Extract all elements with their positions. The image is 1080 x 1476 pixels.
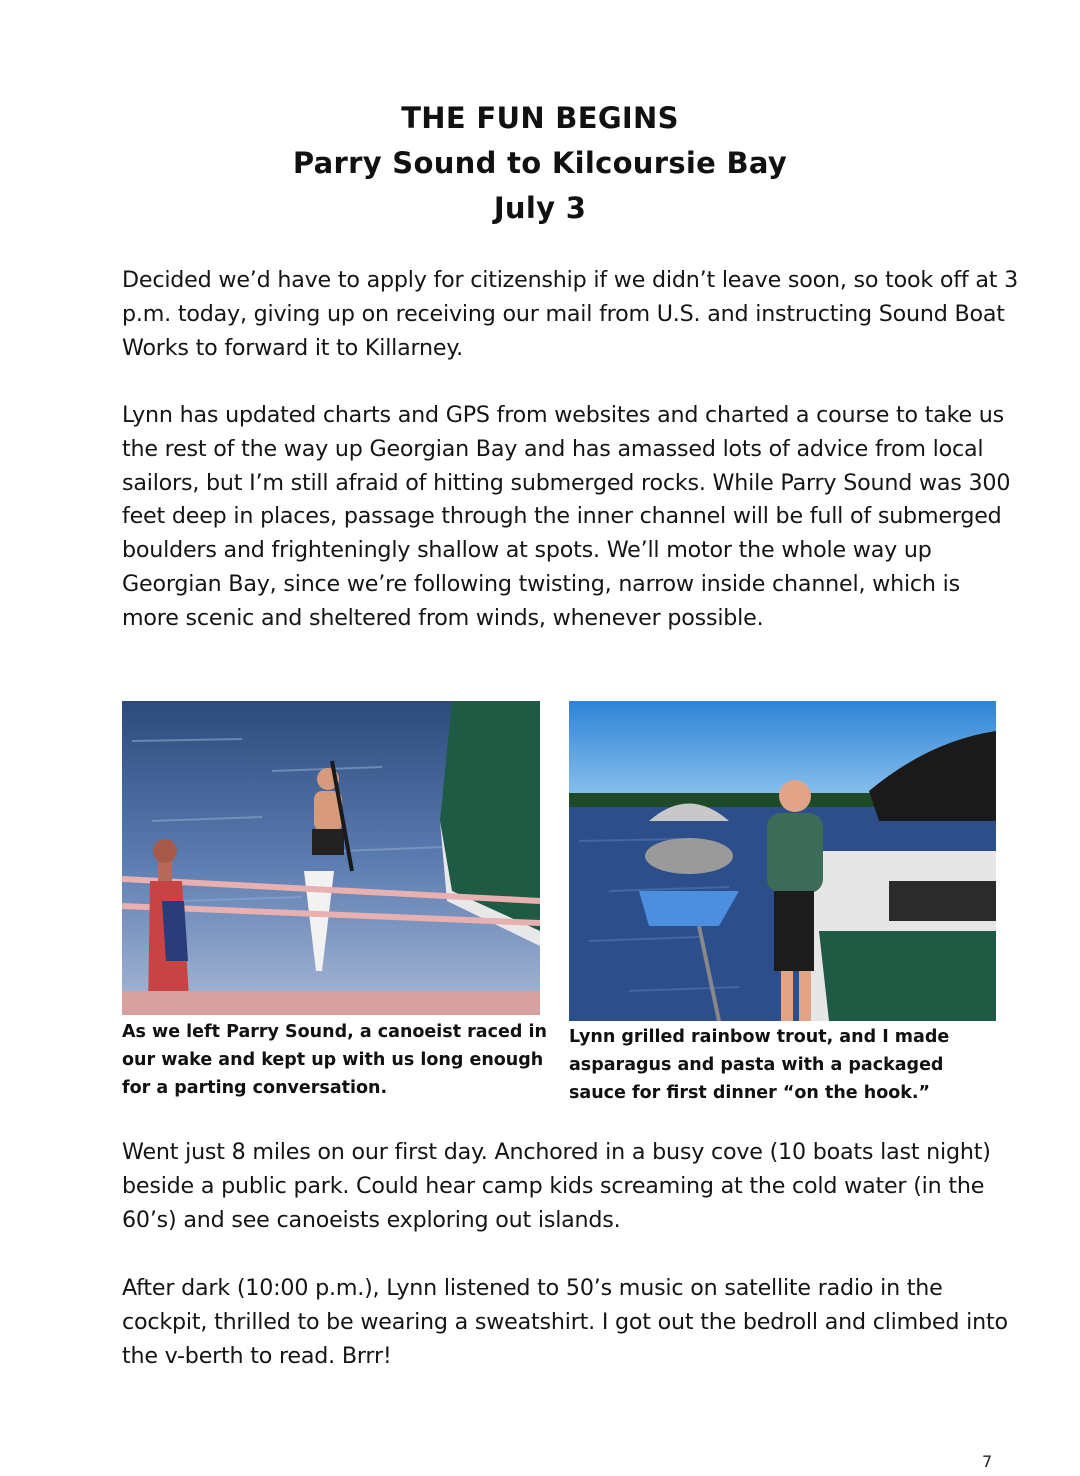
paragraph-after-dark: After dark (10:00 p.m.), Lynn listened to 50’s music on satellite radio in the cockpit, thrilled to be wearing a sweatshirt. I got out the bedroll and climbed into the v-berth to read. Brrr! xyxy=(122,1275,1008,1369)
grill-photo-caption: Lynn grilled rainbow trout, and I made asparagus and pasta with a packaged sauce for first dinner “on the hook.” xyxy=(569,1027,950,1103)
page-number: 7 xyxy=(982,1452,993,1471)
paragraph-departure: Decided we’d have to apply for citizenship if we didn’t leave soon, so took off at 3 p.m. today, giving up on receiving our mail from U.S. and instructing Sound Boat Works to forward it to Killarney. xyxy=(122,267,1019,361)
chapter-heading xyxy=(0,96,1080,231)
canoeist-photo-caption: As we left Parry Sound, a canoeist raced in our wake and kept up with us long enough for a parting conversation. xyxy=(122,1022,547,1098)
paragraph-charts: Lynn has updated charts and GPS from websites and charted a course to take us the rest of the way up Georgian Bay and has amassed lots of advice from local sailors, but I’m still afraid of hitting submerged rocks. While Parry Sound was 300 feet deep in places, passage through the inner channel will be full of submerged boulders and frighteningly shallow at spots. We’ll motor the whole way up Georgian Bay, since we’re following twisting, narrow inside channel, which is more scenic and sheltered from winds, whenever possible. xyxy=(122,402,1011,631)
chapter-route: Parry Sound to Kilcoursie Bay xyxy=(292,146,788,180)
chapter-date: July 3 xyxy=(493,191,587,225)
paragraph-first-day: Went just 8 miles on our first day. Anchored in a busy cove (10 boats last night) beside a public park. Could hear camp kids screaming at the cold water (in the 60’s) and see canoeists exploring out islands. xyxy=(122,1139,991,1233)
canoeist-photo xyxy=(122,701,540,1015)
chapter-title: THE FUN BEGINS xyxy=(401,101,679,135)
grill-photo xyxy=(569,701,996,1021)
